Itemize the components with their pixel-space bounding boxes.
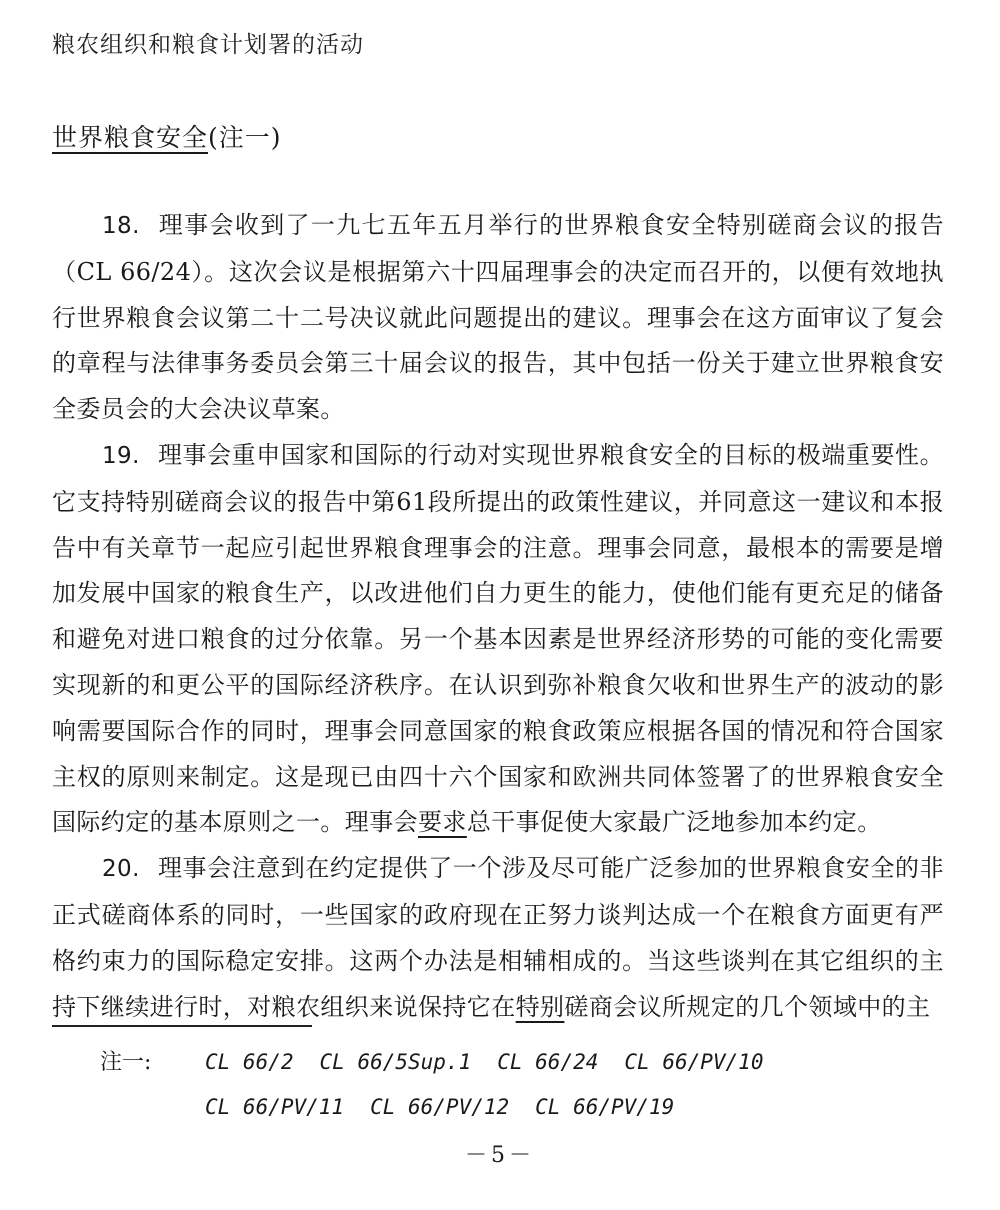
document-reference: CL 66/5Sup.1 [319, 1050, 472, 1074]
document-reference: CL 66/PV/12 [370, 1095, 510, 1119]
running-header: 粮农组织和粮食计划署的活动 [52, 32, 364, 58]
footnote-reference-mark: (注一) [208, 123, 282, 152]
footnote [100, 1040, 789, 1130]
paragraph-text: 理事会重申国家和国际的行动对实现世界粮食安全的目标的极端重要性。它支持特别磋商会议的报告中第61段所提出的政策性建议，并同意这一建议和本报告中有关章节一起应引起世界粮食理事会的注意。理事会同意，最根本的需要是增加发展中国家的粮食生产，以改进他们自力更生的能力，使他们能有更充足的储备和避免对进口粮食的过分依靠。另一个基本因素是世界经济形势的可能的变化需要实现新的和更公平的国际经济秩序。在认识到弥补粮食欠收和世界生产的波动的影响需要国际合作的同时，理事会同意国家的粮食政策应根据各国的情况和符合国家主权的原则来制定。这是现已由四十六个国家和欧洲共同体签署了的世界粮食安全国际约定的基本原则之一。理事会 [52, 440, 944, 837]
paragraph-number: 19. [102, 442, 140, 469]
paragraph-text-continued: 总干事促使大家最广泛地参加本约定。 [466, 808, 882, 837]
document-reference: CL 66/24 [497, 1050, 599, 1074]
section-heading [52, 118, 282, 154]
underlined-text: 特别 [515, 992, 565, 1021]
paragraph-text-continued: 磋商会议所规定的几个领域中的主 [564, 992, 931, 1021]
document-reference: CL 66/PV/10 [624, 1050, 764, 1074]
paragraph-text: 理事会注意到在约定提供了一个涉及尽可能广泛参加的世界粮食安全的非正式磋商体系的同时，一些国家的政府现在正努力谈判达成一个在粮食方面更有严格约束力的国际稳定安排。这两个办法是相辅相成的。当这些谈判在其它组织的主持下继续进行时，对粮农组织来说保持它在 [52, 854, 944, 1021]
paragraph-19 [52, 433, 944, 846]
underlined-text: 要求 [418, 808, 467, 837]
body-text [52, 203, 944, 1030]
paragraph-number: 20. [102, 856, 140, 883]
page-number: －5－ [465, 1143, 535, 1168]
footnote-line-2 [100, 1085, 789, 1130]
footnote-label: 注一: [100, 1050, 152, 1075]
footnote-divider [52, 1025, 312, 1027]
paragraph-number: 18. [102, 213, 140, 239]
paragraph-text: 理事会收到了一九七五年五月举行的世界粮食安全特别磋商会议的报告（CL 66/24）。这次会议是根据第六十四届理事会的决定而召开的，以便有效地执行世界粮食会议第二十二号决议就此问题提出的建议。理事会在这方面审议了复会的章程与法律事务委员会第三十届会议的报告，其中包括一份关于建立世界粮食安全委员会的大会决议草案。 [52, 211, 944, 424]
section-title: 世界粮食安全 [52, 123, 209, 152]
footnote-line-1 [100, 1040, 789, 1085]
document-reference: CL 66/2 [205, 1050, 294, 1074]
paragraph-20 [52, 846, 944, 1030]
document-reference: CL 66/PV/11 [205, 1095, 345, 1119]
document-reference: CL 66/PV/19 [535, 1095, 675, 1119]
paragraph-18 [52, 203, 944, 433]
